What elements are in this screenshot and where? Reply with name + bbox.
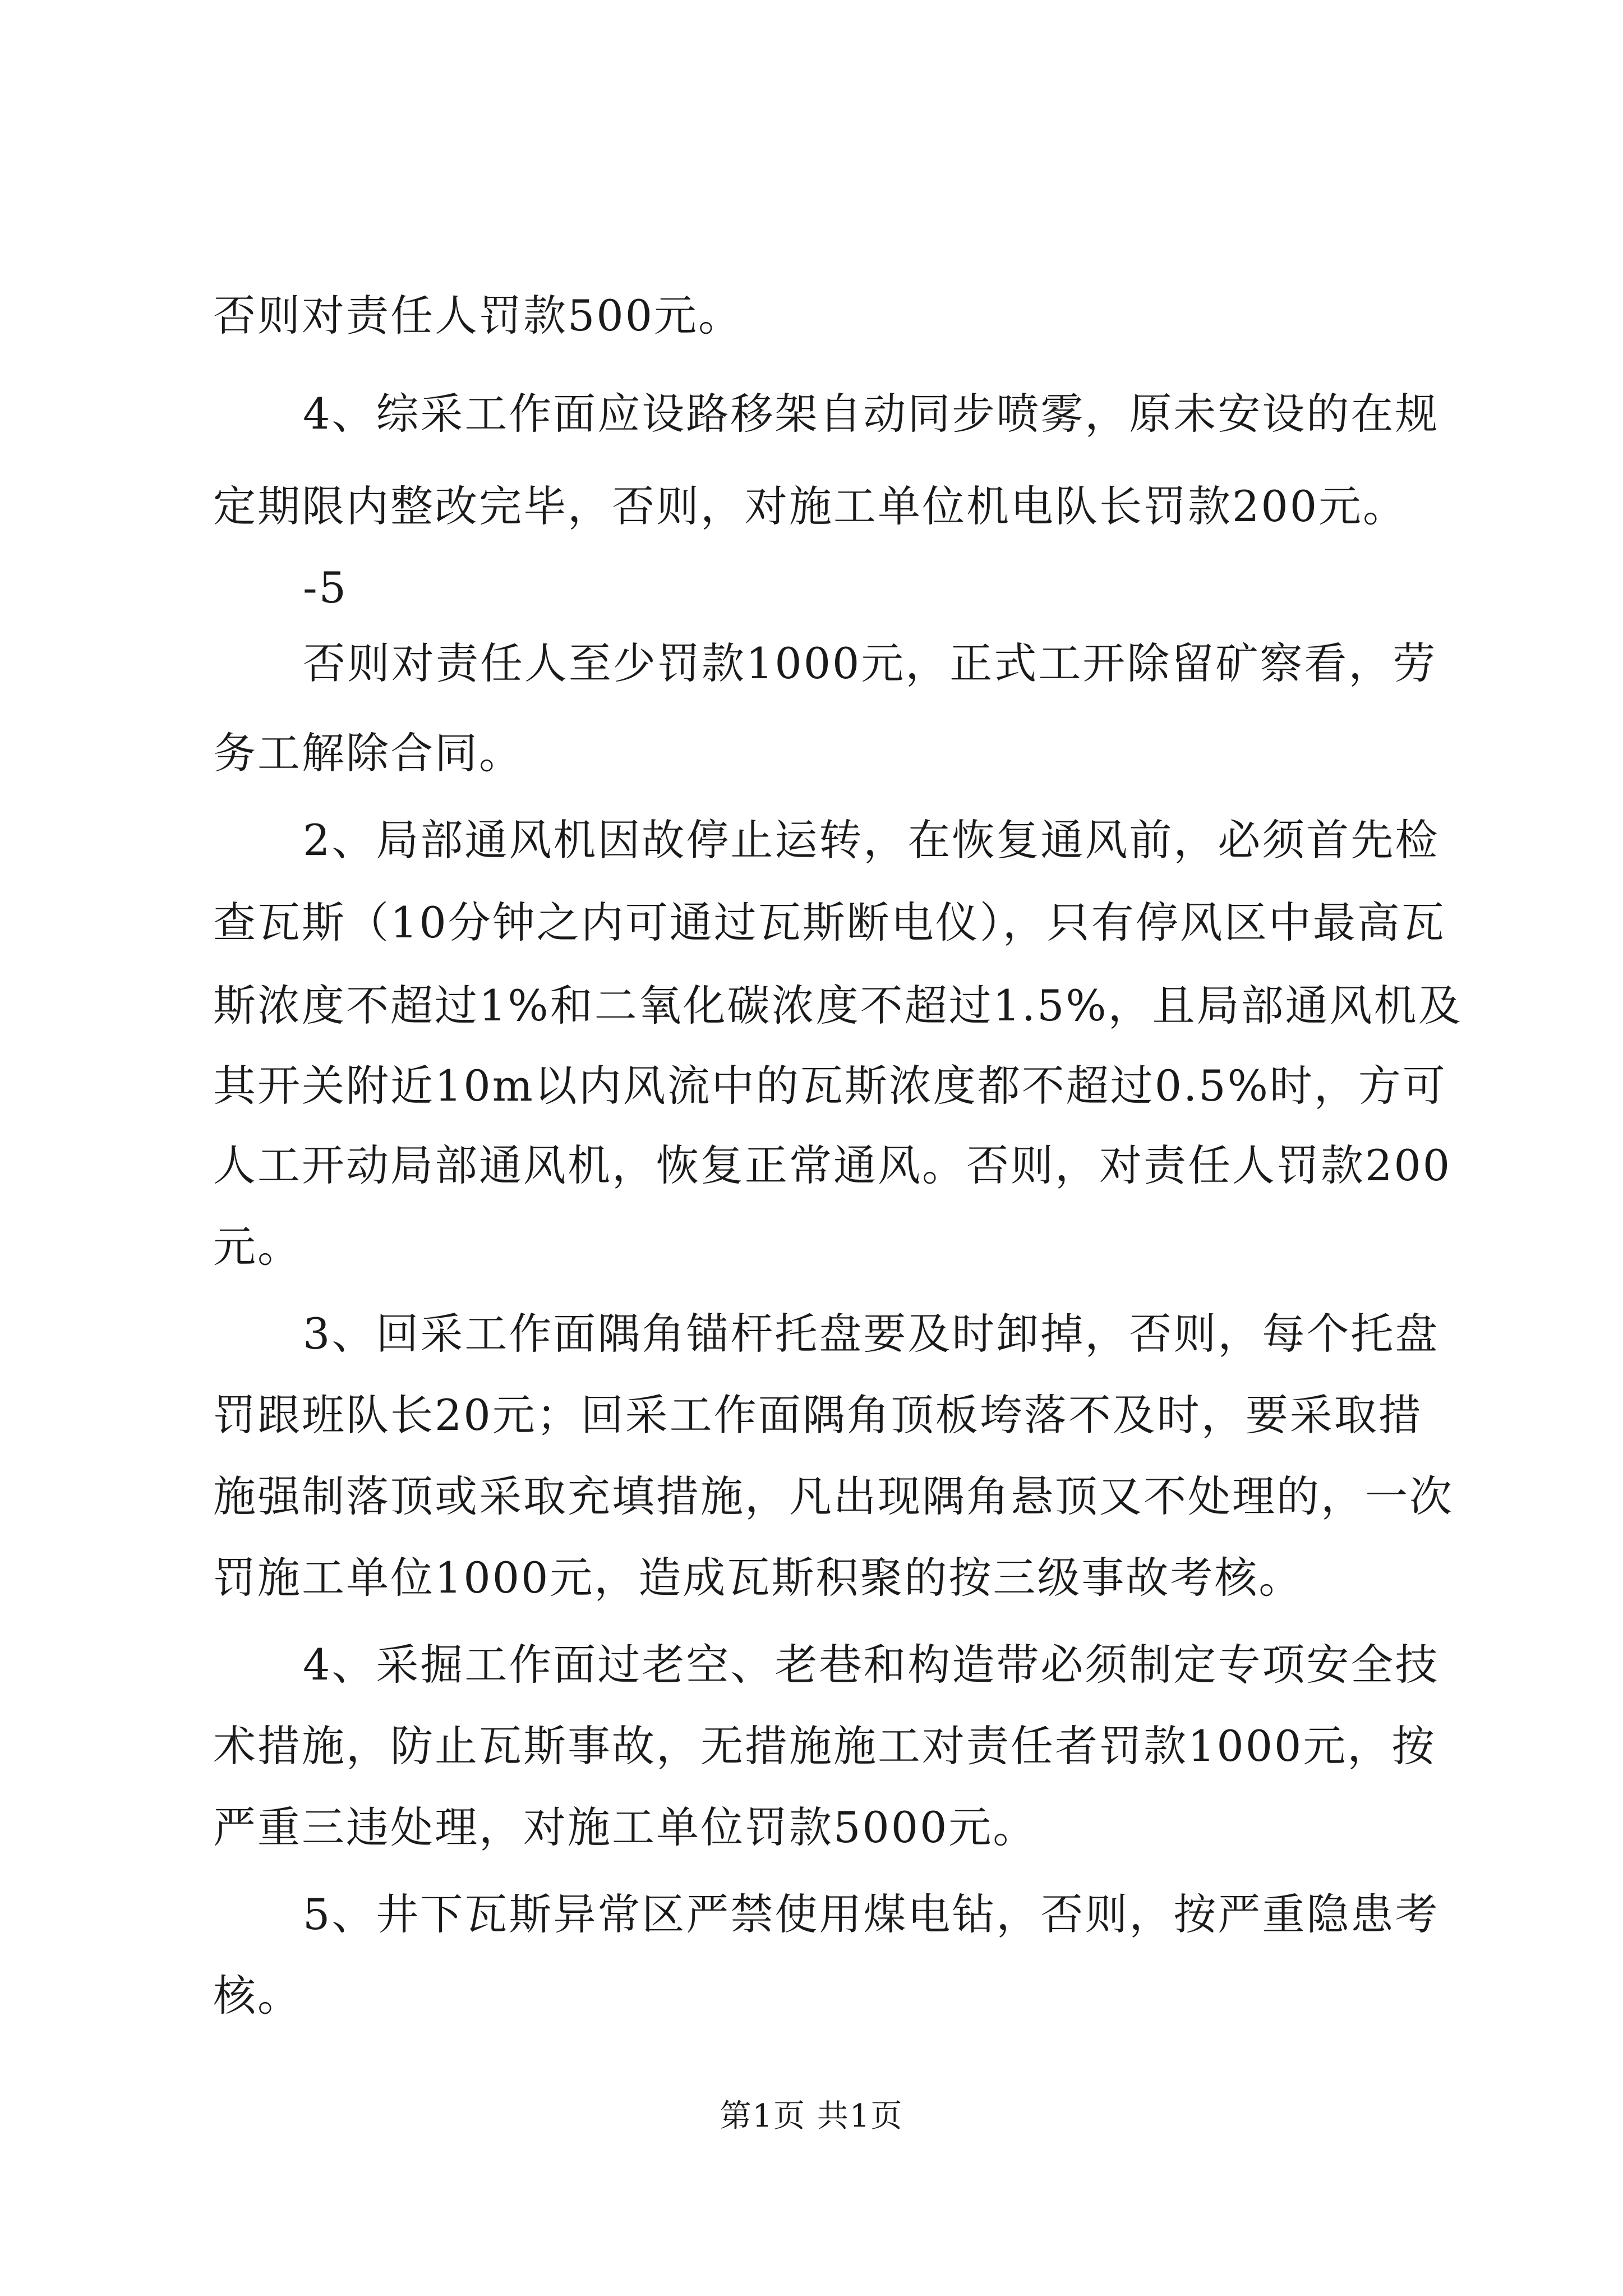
text-line-1: 否则对责任人罚款500元。	[213, 291, 743, 341]
text-line-2: 4、综采工作面应设路移架自动同步喷雾，原未安设的在规	[303, 389, 1440, 439]
text-line-12: 元。	[213, 1222, 302, 1272]
text-line-20: 5、井下瓦斯异常区严禁使用煤电钻，否则，按严重隐患考	[303, 1889, 1440, 1939]
text-line-10: 其开关附近10m以内风流中的瓦斯浓度都不超过0.5%时，方可	[213, 1061, 1447, 1111]
text-line-14: 罚跟班队长20元；回采工作面隅角顶板垮落不及时，要采取措	[213, 1390, 1423, 1440]
text-line-5: 否则对责任人至少罚款1000元，正式工开除留矿察看，劳	[303, 638, 1437, 688]
text-line-8: 查瓦斯（10分钟之内可通过瓦斯断电仪），只有停风区中最高瓦	[213, 898, 1446, 947]
text-line-18: 术措施，防止瓦斯事故，无措施施工对责任者罚款1000元，按	[213, 1721, 1436, 1771]
text-line-6: 务工解除合同。	[213, 728, 523, 778]
text-line-15: 施强制落顶或采取充填措施，凡出现隅角悬顶又不处理的，一次	[213, 1471, 1454, 1521]
text-line-3: 定期限内整改完毕，否则，对施工单位机电队长罚款200元。	[213, 481, 1408, 531]
text-line-4: -5	[303, 563, 348, 613]
text-line-13: 3、回采工作面隅角锚杆托盘要及时卸掉，否则，每个托盘	[303, 1309, 1440, 1359]
text-line-17: 4、采掘工作面过老空、老巷和构造带必须制定专项安全技	[303, 1640, 1440, 1690]
text-line-21: 核。	[213, 1971, 302, 2021]
text-line-16: 罚施工单位1000元，造成瓦斯积聚的按三级事故考核。	[213, 1553, 1303, 1603]
text-line-11: 人工开动局部通风机，恢复正常通风。否则，对责任人罚款200	[213, 1140, 1452, 1190]
text-line-9: 斯浓度不超过1%和二氧化碳浓度不超过1.5%，且局部通风机及	[213, 981, 1463, 1030]
text-line-7: 2、局部通风机因故停止运转，在恢复通风前，必须首先检	[303, 815, 1440, 865]
page-number-footer: 第1页 共1页	[720, 2098, 903, 2134]
text-line-19: 严重三违处理，对施工单位罚款5000元。	[213, 1802, 1038, 1852]
